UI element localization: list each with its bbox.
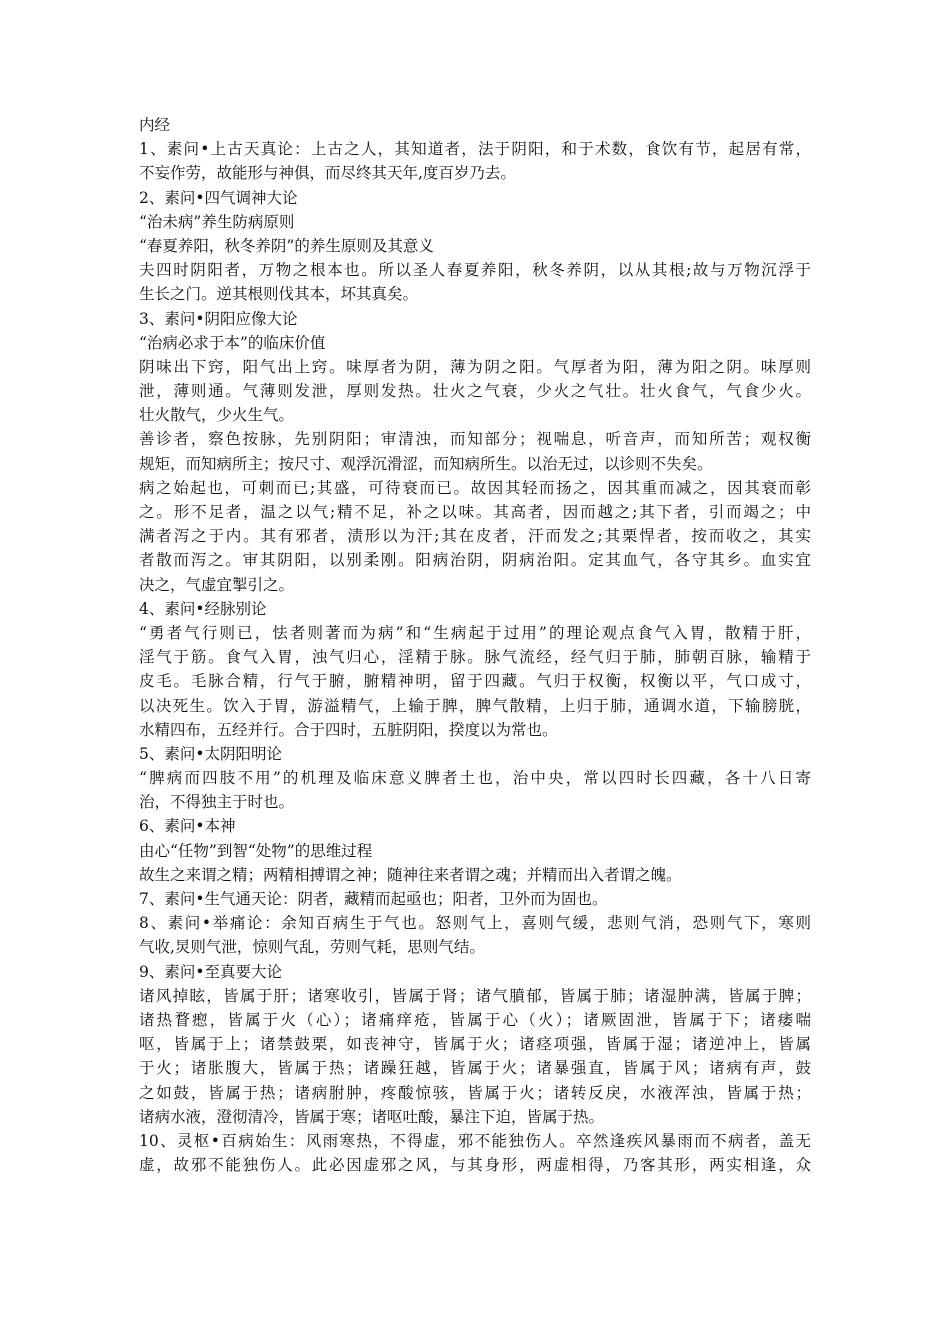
section-heading: 4、素问•经脉别论 xyxy=(139,599,267,618)
text-line: 10、灵枢•百病始生：风雨寒热，不得虚，邪不能独伤人。卒然逢疾风暴雨而不病者，盖无 xyxy=(139,1131,811,1150)
subheading: “春夏养阳，秋冬养阴”的养生原则及其意义 xyxy=(139,236,434,255)
text-line: 不妄作劳，故能形与神俱，而尽终其天年,度百岁乃去。 xyxy=(139,164,516,183)
text-line: “脾病而四肢不用”的机理及临床意义脾者土也，治中央，常以四时长四藏，各十八日寄 xyxy=(139,769,811,788)
text-line: 病之始起也，可刺而已;其盛，可待衰而已。故因其轻而扬之，因其重而减之，因其衰而彰 xyxy=(139,478,811,497)
text-line: 淫气于筋。食气入胃，浊气归心，淫精于脉。脉气流经，经气归于肺，肺朝百脉，输精于 xyxy=(139,648,811,667)
text-line: 7、素问•生气通天论：阴者，藏精而起亟也；阳者，卫外而为固也。 xyxy=(139,890,608,908)
section-heading: 2、素问•四气调神大论 xyxy=(139,188,298,207)
text-line: 善诊者，察色按脉，先别阴阳；审清浊，而知部分；视喘息，听音声，而知所苦；观权衡 xyxy=(139,430,811,449)
text-line: 泄，薄则通。气薄则发泄，厚则发热。壮火之气衰，少火之气壮。壮火食气，气食少火。 xyxy=(139,382,811,401)
text-line: 生长之门。逆其根则伐其本，坏其真矣。 xyxy=(139,285,419,304)
text-line: 壮火散气，少火生气。 xyxy=(139,406,295,425)
text-line: 满者泻之于内。其有邪者，渍形以为汗;其在皮者，汗而发之;其栗悍者，按而收之，其实 xyxy=(139,527,811,546)
section-heading: 3、素问•阴阳应像大论 xyxy=(139,309,298,328)
text-line: 虚，故邪不能独伤人。此必因虚邪之风，与其身形，两虚相得，乃客其形，两实相逢，众 xyxy=(139,1156,811,1175)
text-line: 夫四时阴阳者，万物之根本也。所以圣人春夏养阳，秋冬养阴，以从其根;故与万物沉浮于 xyxy=(139,261,811,280)
text-line: 皮毛。毛脉合精，行气于腑，腑精神明，留于四藏。气归于权衡，权衡以平，气口成寸， xyxy=(139,672,811,691)
section-heading: 9、素问•至真要大论 xyxy=(139,962,283,981)
section-heading: 6、素问•本神 xyxy=(139,817,236,836)
subheading: “治未病”养生防病原则 xyxy=(139,212,295,231)
text-line: 诸热瞀瘛，皆属于火（心）；诸痛痒疮，皆属于心（火）；诸厥固泄，皆属于下；诸痿喘 xyxy=(139,1010,811,1029)
text-line: 之。形不足者，温之以气;精不足，补之以味。其高者，因而越之;其下者，引而竭之；中 xyxy=(139,503,811,521)
subheading: “治病必求于本”的临床价值 xyxy=(139,333,326,352)
text-line: 治，不得独主于时也。 xyxy=(139,793,295,812)
text-line: 气收,炅则气泄，惊则气乱，劳则气耗，思则气结。 xyxy=(139,938,485,957)
text-line: “勇者气行则已，怯者则著而为病”和“生病起于过用”的理论观点食气入胃，散精于肝， xyxy=(139,623,811,642)
section-heading: 5、素问•太阴阳明论 xyxy=(139,744,283,763)
text-line: 以决死生。饮入于胃，游溢精气，上输于脾，脾气散精，上归于肺，通调水道，下输膀胱， xyxy=(139,696,811,715)
text-line: 1、素问•上古天真论：上古之人，其知道者，法于阴阳，和于术数，食饮有节，起居有常， xyxy=(139,140,811,159)
text-line: 规矩，而知病所主；按尺寸、观浮沉滑涩，而知病所生。以治无过，以诊则不失矣。 xyxy=(139,454,713,473)
text-line: 阴味出下窍，阳气出上窍。味厚者为阴，薄为阴之阳。气厚者为阳，薄为阳之阴。味厚则 xyxy=(139,357,811,376)
text-line: 决之，气虚宜掣引之。 xyxy=(139,575,295,594)
text-line: 诸病水液，澄彻清冷，皆属于寒；诸呕吐酸，暴注下迫，皆属于热。 xyxy=(139,1107,605,1126)
text-line: 于火；诸胀腹大，皆属于热；诸躁狂越，皆属于火；诸暴强直，皆属于风；诸病有声，鼓 xyxy=(139,1059,811,1078)
text-line: 呕，皆属于上；诸禁鼓栗，如丧神守，皆属于火；诸痉项强，皆属于湿；诸逆冲上，皆属 xyxy=(139,1035,811,1054)
subheading: 由心“任物”到智“处物”的思维过程 xyxy=(139,841,373,860)
text-line: 故生之来谓之精；两精相搏谓之神；随神往来者谓之魂；并精而出入者谓之魄。 xyxy=(139,865,682,884)
text-line: 8、素问•举痛论：余知百病生于气也。怒则气上，喜则气缓，悲则气消，恐则气下，寒则 xyxy=(139,914,811,933)
text-line: 之如鼓，皆属于热；诸病胕肿，疼酸惊骇，皆属于火；诸转反戾，水液浑浊，皆属于热； xyxy=(139,1083,811,1102)
text-line: 水精四布，五经并行。合于四时，五脏阴阳，揆度以为常也。 xyxy=(139,720,558,739)
text-line: 者散而泻之。审其阴阳，以别柔刚。阳病治阴，阴病治阳。定其血气，各守其乡。血实宜 xyxy=(139,551,811,570)
doc-heading: 内经 xyxy=(139,116,171,134)
document-body xyxy=(139,113,811,1177)
text-line: 诸风掉眩，皆属于肝；诸寒收引，皆属于肾；诸气膹郁，皆属于肺；诸湿肿满，皆属于脾； xyxy=(139,986,811,1005)
